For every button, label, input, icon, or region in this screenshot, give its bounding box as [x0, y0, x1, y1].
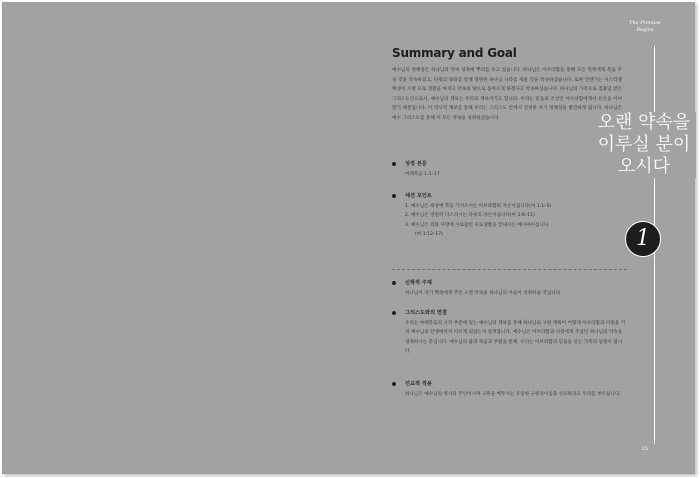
bullet-icon [392, 194, 396, 198]
page-number: 15 [641, 446, 648, 452]
summary-paragraph: 예수님의 정체성은 하나님의 약속 성취에 뿌리를 두고 있습니다. 하나님은 아브라함을 통해 모든 민족에게 복을 주실 것을 약속하셨고, 다윗의 왕좌를 통해 영원한 하나님 나라를 세울 것을 약속하셨습니다. 또한 언젠가는 이스라엘 백성이 오랜 포로 생활을 마치고 약속의 땅으로 돌아오게 하겠다고 약속하셨습니다. 하나님의 가족으로 접붙임 받은 그리스도인으로서, 예수님의 계보는 우리의 계보이기도 합니다. 우리는 믿음의 조상인 아브라함에게서 유산을 이어받기 때문입니다. 이 역사적 계보를 통해 우리는 그리스도 안에서 진정한 자기 정체성을 발견하게 됩니다. 하나님은 예수 그리스도를 통해 이 모든 약속을 성취하셨습니다. [392, 68, 622, 121]
session-point-2: 2. 예수님은 영원히 다스리시는 다윗의 자손이십니다(마 1:6–11) [405, 213, 535, 219]
section-title: 신학적 주제 [405, 280, 432, 286]
section-divider [392, 269, 627, 270]
summary-heading: Summary and Goal [392, 46, 517, 60]
section-body [405, 202, 627, 240]
chapter-title [592, 112, 696, 178]
chapter-title-line-3: 오시다 [617, 156, 671, 177]
bullet-icon [392, 311, 396, 315]
section-line: 마태복음 1:1–17 [405, 172, 440, 177]
section-body [405, 319, 627, 357]
running-head [620, 20, 670, 34]
running-head-line-1: The Promise [629, 20, 661, 26]
section-christ-connection [392, 309, 627, 365]
section-body [405, 289, 627, 298]
section-line: 우리는 마태복음의 시작 부분에 있는 예수님의 계보를 통해 하나님의 구원 계획이 어떻게 아브라함과 다윗을 거쳐 예수님의 탄생에까지 이르게 되었는지 살펴봅니다. 예수님은 아브라함과 다윗에게 주셨던 하나님의 약속을 성취하시는 분입니다. 예수님의 삶과 죽음과 부활을 통해, 우리는 아브라함의 믿음을 잇는 가족의 일원이 됩니다. [405, 321, 626, 355]
book-spread [2, 2, 695, 474]
section-title: 성경 본문 [405, 161, 427, 167]
section-body [405, 390, 627, 399]
section-missional [392, 380, 627, 410]
chapter-title-line-1: 오랜 약속을 [597, 112, 691, 133]
section-session-points [392, 192, 627, 248]
session-point-3-ref: (마 1:12–17) [415, 232, 443, 238]
section-line: 하나님이 자기 백성에게 주신 오랜 약속을 하나님의 아들이 성취하실 것입니다. [405, 291, 562, 296]
bullet-icon [392, 281, 396, 285]
bullet-icon [392, 162, 396, 166]
chapter-number-badge: 1 [625, 221, 661, 257]
summary-block [392, 46, 622, 124]
section-title: 선교적 적용 [405, 381, 432, 387]
session-point-1: 1. 예수님은 세상에 복을 가져오시는 아브라함의 자손이십니다(마 1:1–5) [405, 204, 552, 209]
section-title: 그리스도와의 연결 [405, 310, 447, 316]
chapter-title-line-2: 이루실 분이 [597, 134, 691, 155]
section-line: 하나님은 예수님의 역사의 주인이시며 구원을 베푸시는 유일한 구원자이심을 선포하라고 우리를 부르십니다. [405, 392, 621, 397]
bullet-icon [392, 382, 396, 386]
running-head-line-2: Begins [636, 27, 654, 33]
section-title: 세션 포인트 [405, 193, 432, 199]
session-point-3: 3. 예수님은 죄와 사망에 사로잡힌 포로생활을 끝내시는 메시아이십니다 [405, 222, 549, 228]
section-theology [392, 279, 627, 301]
